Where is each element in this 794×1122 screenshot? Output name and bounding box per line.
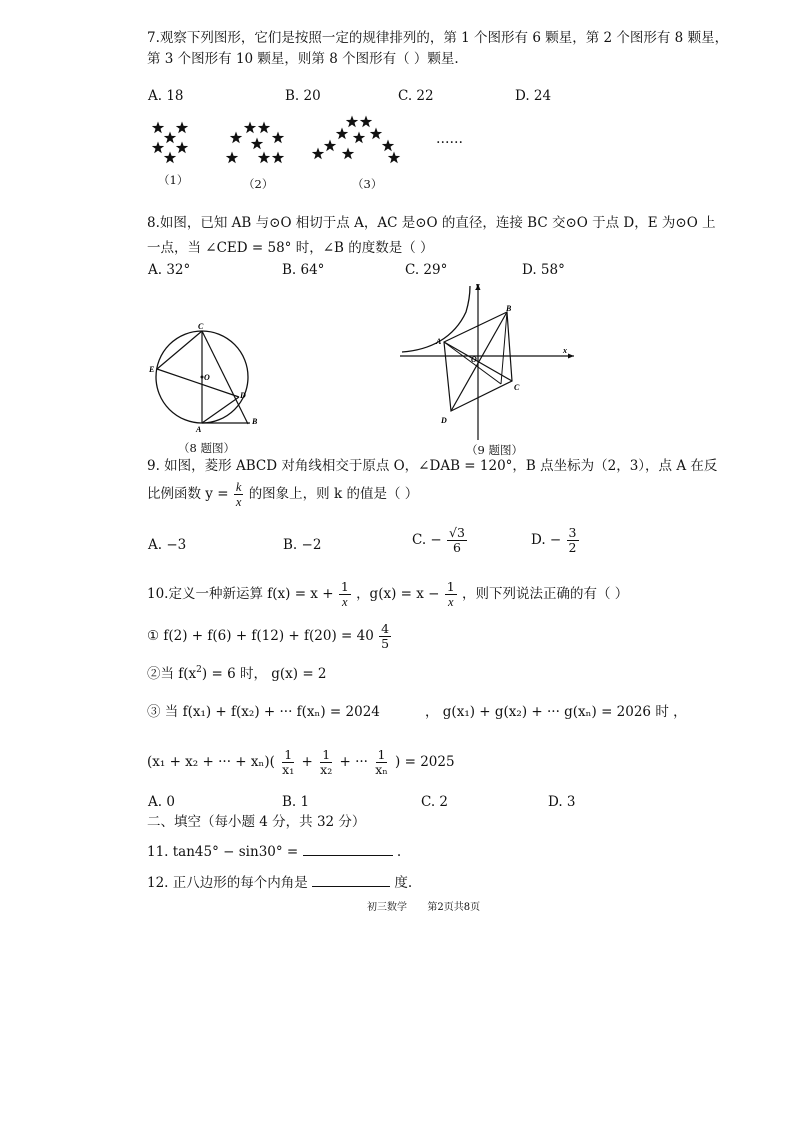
q10-item-2-end: ) = 6 时， g(x) = 2 [201, 666, 327, 682]
q9-fraction-k-over-x [234, 480, 244, 509]
q9-option-d-den: 2 [568, 540, 577, 555]
q9-option-c [412, 526, 468, 555]
q8-figure [140, 320, 270, 435]
q9-point-d: D [441, 416, 447, 425]
q10-stem [147, 580, 628, 609]
q8-option-d: D. 58° [522, 262, 565, 278]
q10-item-2-start: ②当 f(x [147, 666, 197, 682]
q7-option-b: B. 20 [285, 88, 321, 104]
q10-item-3-right: ) = 2025 [395, 754, 455, 770]
q9-frac-num: k [235, 480, 242, 494]
q9-option-a: A. −3 [148, 537, 187, 553]
q9-option-d [531, 526, 580, 555]
q10-frac-g [445, 580, 457, 609]
q11-text: 11. tan45° − sin30° = [147, 844, 299, 860]
q9-option-c-fraction [447, 526, 467, 555]
q12-answer-blank[interactable] [312, 886, 390, 887]
q9-option-c-num: √3 [449, 525, 465, 540]
q10-stem-end: ，则下列说法正确的有（ ） [462, 586, 629, 602]
footer-page-number: 第2页共8页 [427, 902, 481, 913]
q10-item-3-frac-1-num: 1 [284, 747, 293, 762]
q8-option-b: B. 64° [282, 262, 325, 278]
footer [367, 898, 480, 913]
q10-item-3-frac-1 [280, 748, 296, 777]
q7-option-d: D. 24 [515, 88, 552, 104]
q10-frac-g-num: 1 [446, 579, 455, 594]
q9-point-o: O [471, 355, 477, 364]
q10-item-1-num: 4 [381, 621, 390, 636]
q12-text: 12. 正八边形的每个内角是 [147, 875, 308, 891]
q10-item-1-den: 5 [381, 636, 390, 651]
q9-fig-caption: （9 题图） [466, 443, 523, 457]
q7-line1: 7.观察下列图形，它们是按照一定的规律排列的，第 1 个图形有 6 颗星，第 2 个图形有 8 颗星， [147, 30, 729, 46]
q9-point-x: x [563, 346, 567, 355]
q8-line2: 一点，当 ∠CED = 58° 时，∠B 的度数是（ ） [147, 240, 434, 256]
q10-item-2-sup: 2 [196, 665, 202, 675]
star-figure-3 [312, 116, 400, 164]
star-figure-2 [226, 122, 284, 164]
q9-line2-start: 比例函数 y = [147, 486, 229, 502]
q10-option-c: C. 2 [421, 794, 449, 810]
q9-option-b: B. −2 [283, 537, 322, 553]
q11-end: . [396, 844, 402, 860]
q12 [147, 873, 412, 893]
q10-item-3-frac-3 [373, 748, 389, 777]
q10-item-1 [147, 622, 392, 651]
q10-item-3-frac-2-num: 1 [322, 747, 331, 762]
q10-option-a: A. 0 [148, 794, 175, 810]
q10-item-3-frac-3-den: xₙ [375, 762, 388, 777]
q8-option-a: A. 32° [148, 262, 191, 278]
q10-item-1-fraction [379, 622, 391, 651]
q8-fig-caption: （8 题图） [178, 441, 235, 455]
q9-line1: 9. 如图，菱形 ABCD 对角线相交于原点 O，∠DAB = 120°，B 点坐标为（2，3），点 A 在反 [147, 458, 718, 474]
q9-line2-end: 的图象上，则 k 的值是（ ） [248, 486, 419, 502]
q10-item-3-frac-2-den: x₂ [320, 762, 333, 777]
q7-star-figures [140, 112, 470, 192]
q9-option-c-den: 6 [453, 540, 461, 555]
q9-option-d-num: 3 [568, 525, 577, 540]
q8-point-o: O [204, 373, 210, 382]
q10-item-3-line1-left: ③ 当 f(x₁) + f(x₂) + ··· f(xₙ) = 2024 [147, 704, 380, 720]
q8-point-e: E [149, 365, 155, 374]
q9-figure [396, 280, 581, 445]
q10-option-b: B. 1 [282, 794, 310, 810]
q10-item-3-frac-1-den: x₁ [282, 762, 295, 777]
q9-option-d-fraction [567, 526, 579, 555]
q8-point-b: B [252, 417, 258, 426]
q7-ellipsis: …… [436, 131, 463, 147]
q8-point-d: D [240, 391, 246, 400]
q7-fig-label-1: （1） [158, 173, 189, 187]
q9-option-d-prefix: D. − [531, 532, 562, 548]
q11 [147, 842, 401, 862]
q7-fig-label-2: （2） [243, 177, 274, 191]
q12-end: 度. [394, 875, 413, 891]
q7-fig-label-3: （3） [352, 177, 383, 191]
q10-option-d: D. 3 [548, 794, 576, 810]
q10-frac-f [339, 580, 351, 609]
q10-frac-g-den: x [447, 595, 454, 609]
q10-item-2 [147, 660, 327, 684]
q10-item-3-frac-3-num: 1 [377, 747, 386, 762]
q10-item-3-line2 [147, 748, 455, 777]
q7-option-c: C. 22 [398, 88, 434, 104]
q10-stem-start: 10.定义一种新运算 f(x) = x + [147, 586, 334, 602]
q9-frac-den: x [235, 495, 242, 509]
q10-stem-middle: ，g(x) = x − [356, 586, 440, 602]
q10-item-1-text: ① f(2) + f(6) + f(12) + f(20) = 40 [147, 628, 374, 644]
q10-item-3-plus-2: + ··· [339, 754, 368, 770]
q9-point-y: y [476, 281, 480, 290]
q7-option-a: A. 18 [148, 88, 184, 104]
footer-subject: 初三数学 [367, 902, 407, 913]
q10-item-3-line1-right: ， g(x₁) + g(x₂) + ··· g(xₙ) = 2026 时 ， [425, 704, 687, 720]
q9-option-c-prefix: C. − [412, 532, 442, 548]
q10-item-3-frac-2 [318, 748, 334, 777]
q10-item-3-plus-1: + [301, 754, 313, 770]
q8-point-c: C [198, 322, 204, 331]
q8-point-a: A [196, 425, 202, 434]
star-figure-1 [152, 122, 188, 164]
q10-item-3-left: (x₁ + x₂ + ··· + xₙ)( [147, 754, 275, 770]
q8-option-c: C. 29° [405, 262, 448, 278]
q9-point-a: A [436, 337, 442, 346]
q9-line2 [147, 480, 418, 509]
q9-point-b: B [506, 304, 512, 313]
q11-answer-blank[interactable] [303, 855, 393, 856]
q10-frac-f-num: 1 [340, 579, 349, 594]
q9-point-c: C [514, 383, 520, 392]
q7-line2: 第 3 个图形有 10 颗星，则第 8 个图形有（ ）颗星. [147, 51, 459, 67]
q8-line1: 8.如图，已知 AB 与⊙O 相切于点 A，AC 是⊙O 的直径，连接 BC 交⊙O 于点 D，E 为⊙O 上 [147, 215, 716, 231]
section-2-heading: 二、填空（每小题 4 分，共 32 分） [147, 814, 366, 830]
q10-frac-f-den: x [342, 595, 348, 609]
